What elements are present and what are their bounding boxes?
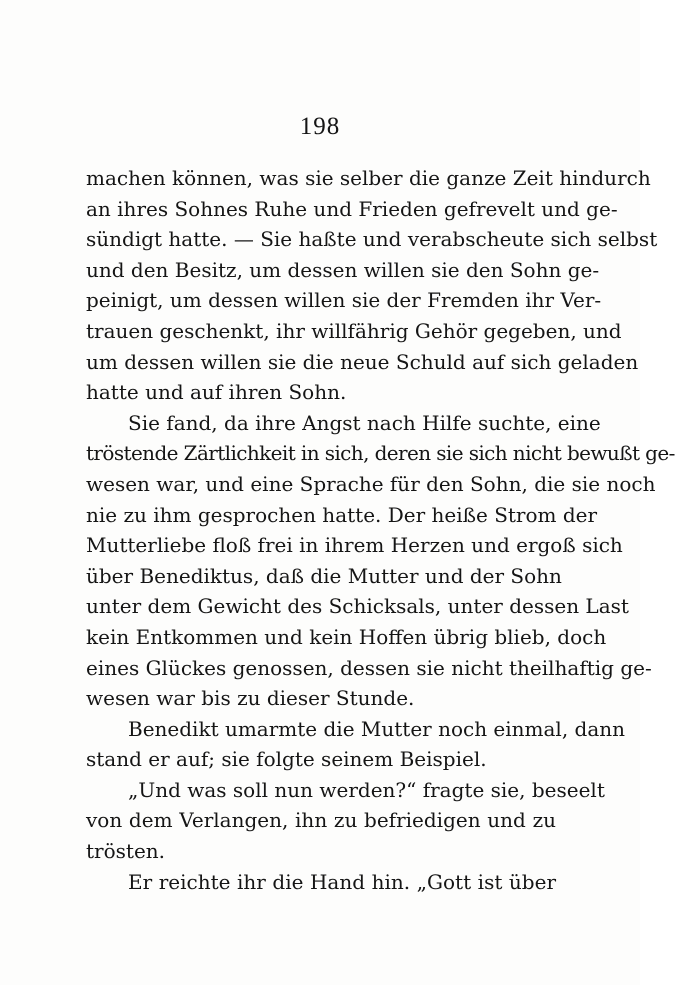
text-line: nie zu ihm gesprochen hatte. Der heiße Strom der	[86, 502, 598, 527]
text-line: stand er auf; sie folgte seinem Beispiel.	[86, 747, 487, 772]
page-number: 198	[299, 113, 341, 140]
text-line: Benedikt umarmte die Mutter noch einmal, dann	[128, 716, 626, 741]
text-line: um dessen willen sie die neue Schuld auf sich geladen	[86, 349, 639, 374]
text-line: trauen geschenkt, ihr willfährig Gehör gegeben, und	[86, 318, 622, 343]
text-line: Er reichte ihr die Hand hin. „Gott ist über	[128, 869, 556, 894]
text-line: unter dem Gewicht des Schicksals, unter dessen Last	[86, 594, 629, 619]
text-line: hatte und auf ihren Sohn.	[86, 380, 347, 405]
text-line: an ihres Sohnes Ruhe und Frieden gefrevelt und ge-	[86, 196, 618, 221]
text-line: wesen war, und eine Sprache für den Sohn, die sie noch	[86, 471, 656, 496]
text-line: kein Entkommen und kein Hoffen übrig blieb, doch	[86, 624, 607, 649]
text-line: über Benediktus, daß die Mutter und der Sohn	[86, 563, 562, 588]
text-line: sündigt hatte. — Sie haßte und verabscheute sich selbst	[86, 227, 658, 252]
text-line: peinigt, um dessen willen sie der Fremden ihr Ver-	[86, 288, 602, 313]
text-line: „Und was soll nun werden?“ fragte sie, beseelt	[128, 777, 605, 802]
text-line: von dem Verlangen, ihn zu befriedigen und zu	[86, 808, 556, 833]
text-line: machen können, was sie selber die ganze Zeit hindurch	[86, 166, 651, 190]
text-line: eines Glückes genossen, dessen sie nicht theilhaftig ge-	[86, 655, 652, 680]
text-line: trösten.	[86, 839, 166, 864]
text-line: Mutterliebe floß frei in ihrem Herzen und ergoß sich	[86, 533, 623, 558]
text-line: wesen war bis zu dieser Stunde.	[86, 686, 415, 711]
text-line: und den Besitz, um dessen willen sie den Sohn ge-	[86, 257, 600, 282]
text-line: Sie fand, da ihre Angst nach Hilfe suchte, eine	[128, 410, 601, 435]
body-text	[86, 163, 675, 897]
text-line: tröstende Zärtlichkeit in sich, deren sie sich nicht bewußt ge-	[86, 441, 675, 466]
